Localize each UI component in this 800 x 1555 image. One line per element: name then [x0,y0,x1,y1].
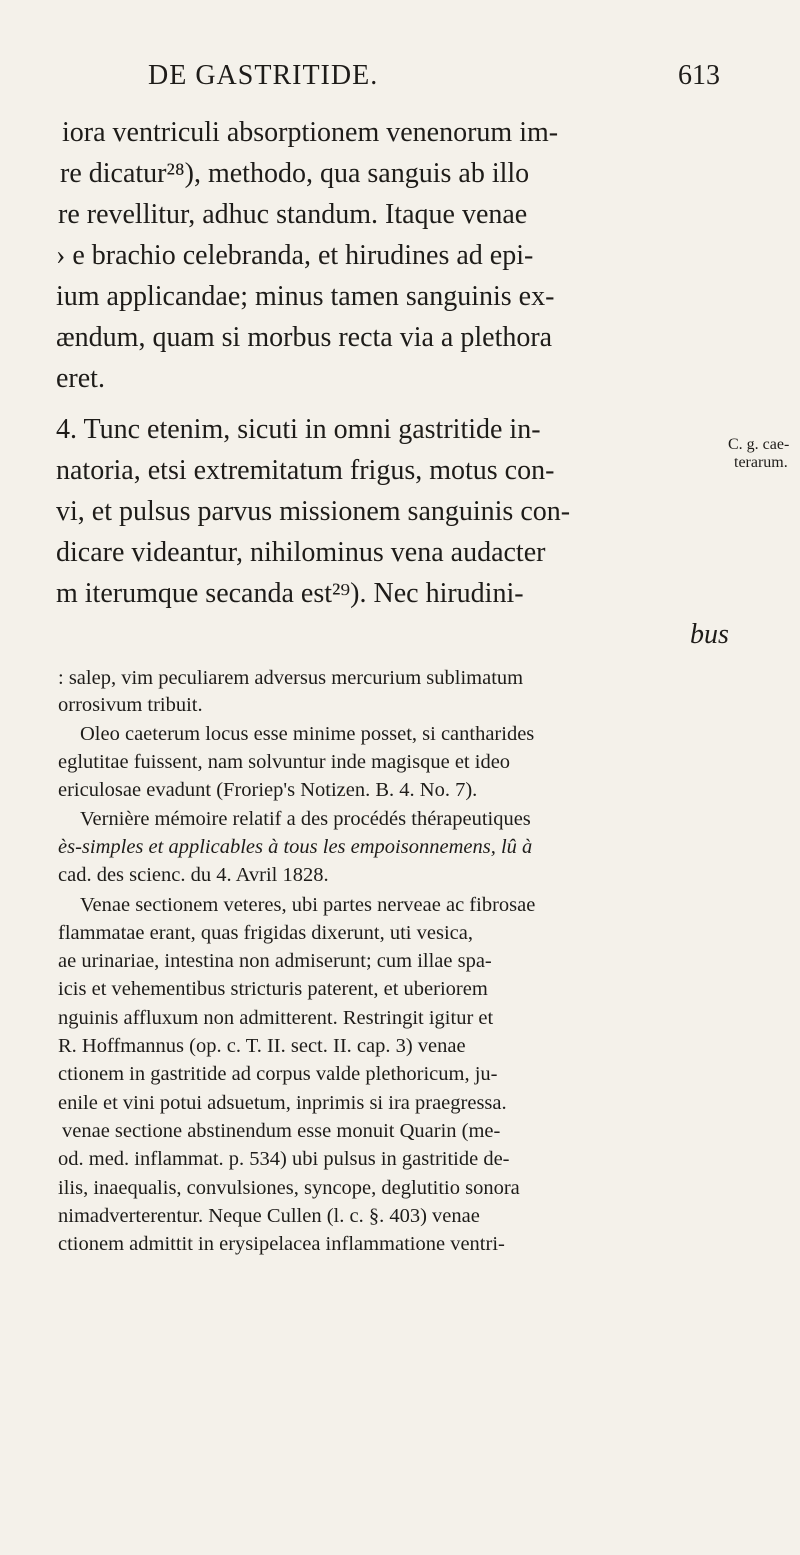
footnote-line: ae urinariae, intestina non admiserunt; cum illae spa- [58,950,492,972]
running-head: DE GASTRITIDE. [148,60,379,91]
footnote-line: eglutitae fuissent, nam solvuntur inde magisque et ideo [58,751,511,773]
text-line: iora ventriculi absorptionem venenorum im- [62,117,559,148]
page-header [148,60,720,100]
text-line: re dicatur²⁸), methodo, qua sanguis ab illo [60,158,530,189]
text-line: m iterumque secanda est²⁹). Nec hirudini- [56,578,524,609]
text-line: re revellitur, adhuc standum. Itaque venae [58,199,528,230]
text-line: dicare videantur, nihilominus vena audacter [56,537,546,568]
footnote-line: icis et vehementibus stricturis paterent, et uberiorem [58,978,488,1000]
text-line: ium applicandae; minus tamen sanguinis ex- [56,281,555,312]
footnote-line: : salep, vim peculiarem adversus mercurium sublimatum [58,667,524,689]
footnote-line: nimadverterentur. Neque Cullen (l. c. §. 403) venae [58,1205,480,1227]
footnote-line: nguinis affluxum non admitterent. Restringit igitur et [58,1007,494,1029]
footnote-line: Venae sectionem veteres, ubi partes nerveae ac fibrosae [80,894,536,916]
text-line: vi, et pulsus parvus missionem sanguinis con- [56,496,571,527]
footnote-line: ericulosae evadunt (Froriep's Notizen. B. 4. No. 7). [58,779,478,801]
footnote-line: ès-simples et applicables à tous les empoisonnemens, lû à [58,836,533,858]
text-line: natoria, etsi extremitatum frigus, motus con- [56,455,555,486]
footnote-line: od. med. inflammat. p. 534) ubi pulsus in gastritide de- [58,1148,510,1170]
footnote-line: Vernière mémoire relatif a des procédés thérapeutiques [80,808,531,830]
footnote-line: R. Hoffmannus (op. c. T. II. sect. II. cap. 3) venae [58,1035,466,1057]
footnote-line: venae sectione abstinendum esse monuit Quarin (me- [62,1120,501,1142]
margin-note-line: C. g. cae- [728,436,790,453]
footnote-line: Oleo caeterum locus esse minime posset, si cantharides [80,723,535,745]
footnote-line: ctionem in gastritide ad corpus valde plethoricum, ju- [58,1063,498,1085]
text-line: eret. [56,363,105,394]
footnote-line: enile et vini potui adsuetum, inprimis si ira praegressa. [58,1092,507,1114]
margin-note-line: terarum. [734,454,788,471]
margin-note [728,436,789,472]
text-line: 4. Tunc etenim, sicuti in omni gastritide in- [56,414,541,445]
text-line: ændum, quam si morbus recta via a plethora [56,322,553,353]
catchword: bus [690,619,729,650]
footnote-line: flammatae erant, quas frigidas dixerunt, uti vesica, [58,922,473,944]
footnote-line: orrosivum tribuit. [58,694,203,716]
footnote-line: cad. des scienc. du 4. Avril 1828. [58,864,329,886]
footnote-line: ctionem admittit in erysipelacea inflammatione ventri- [58,1233,505,1255]
footnote-line: ilis, inaequalis, convulsiones, syncope, deglutitio sonora [58,1177,520,1199]
page-number: 613 [678,60,720,91]
text-line: › e brachio celebranda, et hirudines ad epi- [56,240,534,271]
